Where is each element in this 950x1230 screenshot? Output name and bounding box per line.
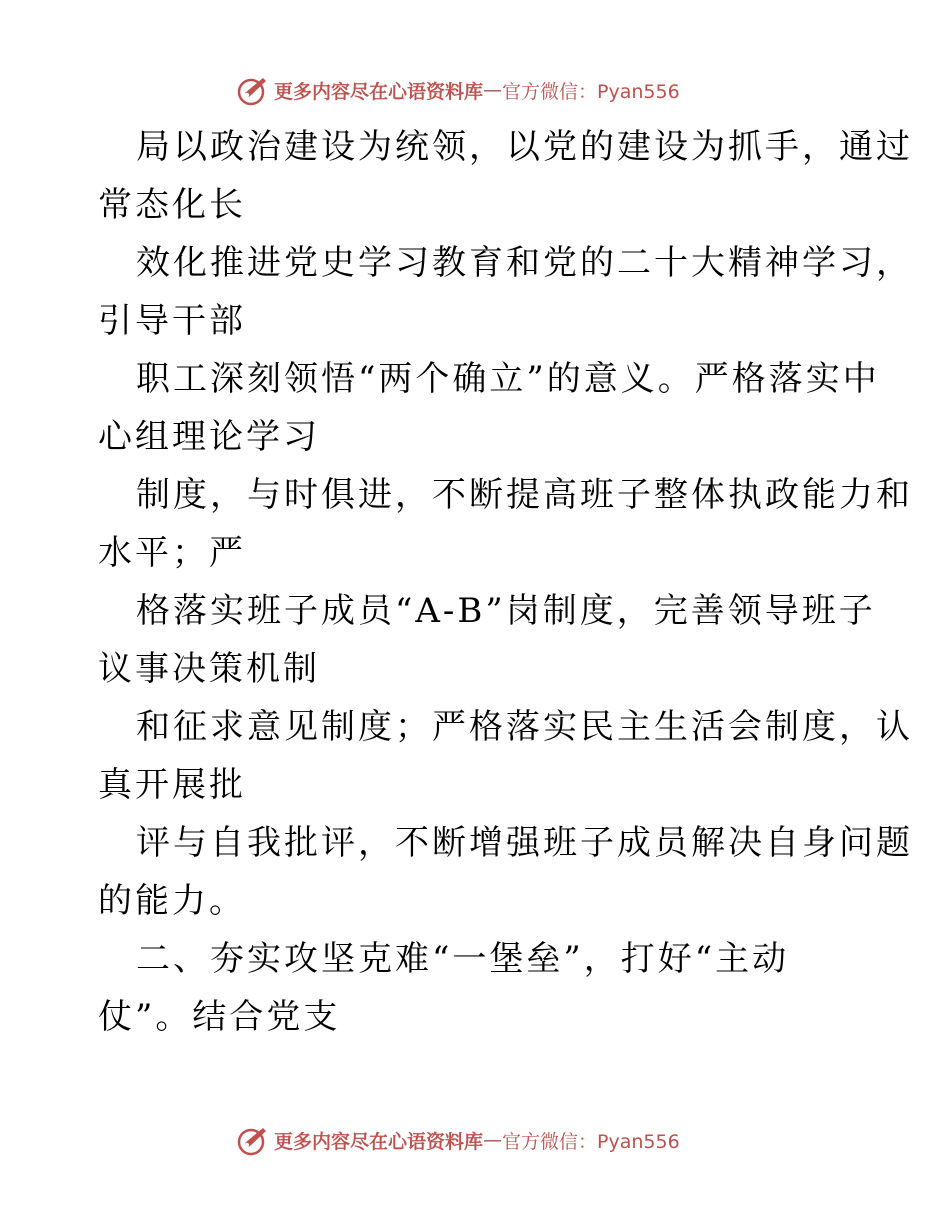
document-body	[98, 118, 913, 1046]
paragraph-line: 和征求意见制度；严格落实民主生活会制度，认	[136, 707, 913, 747]
watermark-wechat: 官方微信：Pyan556	[502, 80, 680, 103]
paragraph-line: 引导干部	[98, 301, 246, 341]
pen-logo-icon	[236, 1123, 270, 1157]
paragraph	[98, 234, 913, 350]
paragraph-line: 二、夯实攻坚克难“一堡垒”，打好“主动	[136, 939, 790, 979]
paragraph-line: 格落实班子成员“A-B”岗制度，完善领导班子	[136, 591, 876, 631]
paragraph	[98, 350, 880, 466]
watermark-separator: —	[483, 1129, 503, 1151]
paragraph-line: 评与自我批评，不断增强班子成员解决自身问题	[136, 823, 913, 863]
watermark-separator: —	[483, 79, 503, 101]
watermark-site: 更多内容尽在心语资料库	[274, 80, 484, 103]
paragraph-line: 心组理论学习	[98, 417, 320, 457]
paragraph-line: 的能力。	[98, 881, 246, 921]
paragraph-line: 水平；严	[98, 533, 246, 573]
paragraph-line: 制度，与时俱进，不断提高班子整体执政能力和	[136, 475, 913, 515]
paragraph	[98, 118, 913, 234]
watermark-site: 更多内容尽在心语资料库	[274, 1130, 484, 1153]
paragraph-line: 仗”。结合党支	[98, 997, 341, 1037]
watermark-wechat: 官方微信：Pyan556	[502, 1130, 680, 1153]
paragraph-line: 议事决策机制	[98, 649, 320, 689]
paragraph	[98, 698, 913, 814]
paragraph	[98, 582, 876, 698]
paragraph	[98, 814, 913, 930]
paragraph-line: 真开展批	[98, 765, 246, 805]
header-watermark	[236, 72, 680, 108]
paragraph-line: 职工深刻领悟“两个确立”的意义。严格落实中	[136, 359, 880, 399]
paragraph	[98, 930, 858, 1046]
paragraph-line: 效化推进党史学习教育和党的二十大精神学习，	[136, 243, 913, 283]
paragraph-line: 局以政治建设为统领，以党的建设为抓手，通过	[136, 127, 913, 167]
footer-watermark	[236, 1122, 680, 1158]
paragraph-line: 常态化长	[98, 185, 246, 225]
paragraph	[98, 466, 913, 582]
pen-logo-icon	[236, 73, 270, 107]
